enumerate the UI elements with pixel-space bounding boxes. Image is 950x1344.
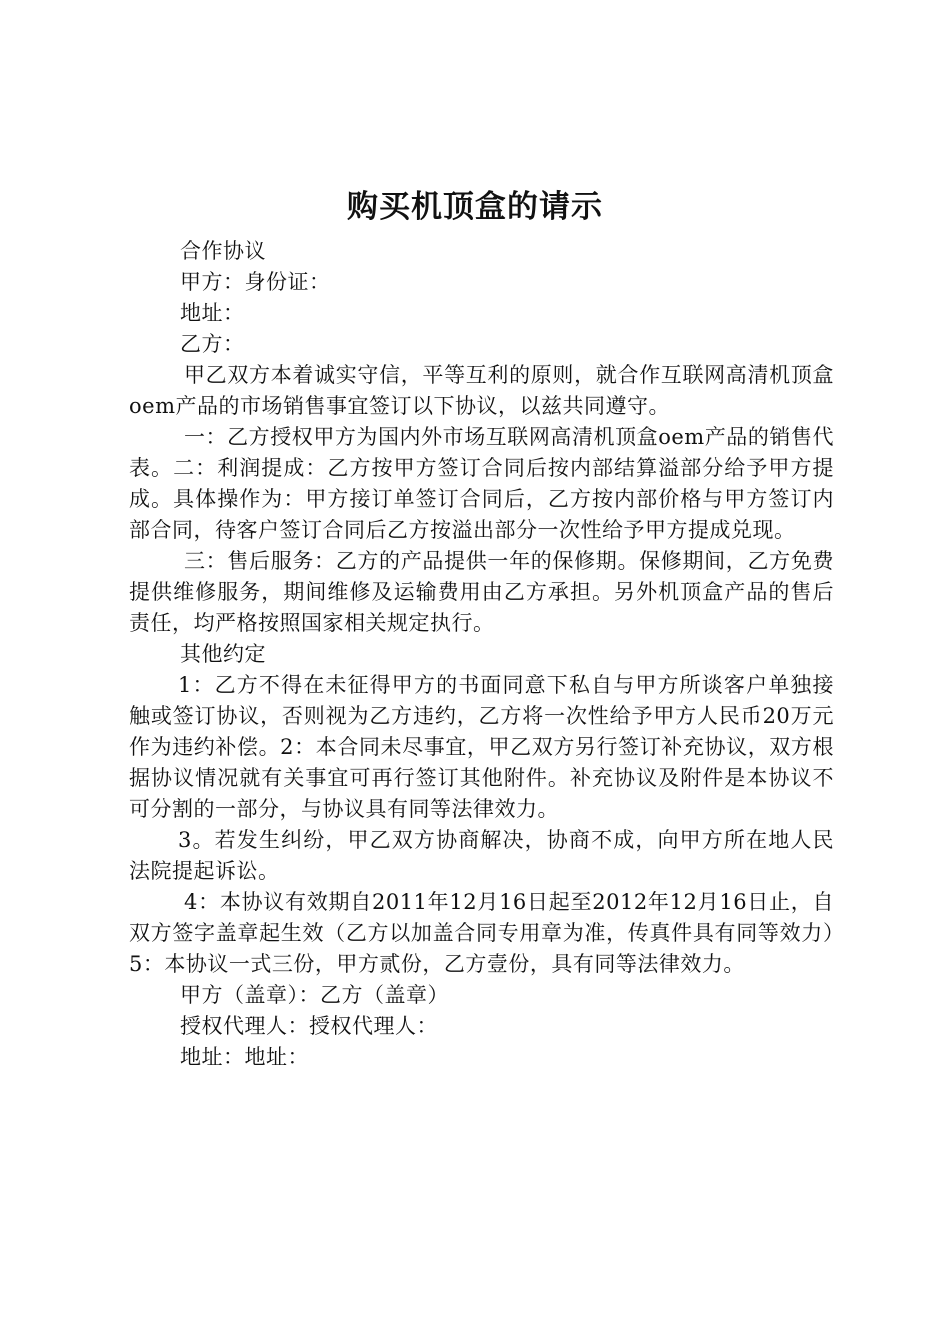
- paragraph-agent-line: 授权代理人：授权代理人：: [180, 1014, 438, 1038]
- document-title: 购买机顶盒的请示: [347, 189, 603, 225]
- paragraph-validity-period: 4：本协议有效期自2011年12月16日起至2012年12月16日止，自双方签字盖章起生效（乙方以加盖合同专用章为准，传真件具有同等效力）5：本协议一式三份，甲方贰份，乙方壹份，具有同等法律效力。: [129, 890, 834, 976]
- paragraph-agreement-heading: 合作协议: [180, 239, 266, 263]
- paragraph-clause-after-sales: 三：售后服务：乙方的产品提供一年的保修期。保修期间，乙方免费提供维修服务，期间维修及运输费用由乙方承担。另外机顶盒产品的售后责任，均严格按照国家相关规定执行。: [129, 549, 834, 635]
- paragraph-clause-authorization-profit: 一：乙方授权甲方为国内外市场互联网高清机顶盒oem产品的销售代表。二：利润提成：乙方按甲方签订合同后按内部结算溢部分给予甲方提成。具体操作为：甲方接订单签订合同后，乙方按内部价格与甲方签订内部合同，待客户签订合同后乙方按溢出部分一次性给予甲方提成兑现。: [129, 425, 834, 542]
- paragraph-dispute-resolution: 3。若发生纠纷，甲乙双方协商解决，协商不成，向甲方所在地人民法院提起诉讼。: [129, 828, 834, 883]
- paragraph-seal-line: 甲方（盖章）：乙方（盖章）: [180, 983, 449, 1007]
- paragraph-party-b: 乙方：: [180, 332, 245, 356]
- paragraph-party-a-id: 甲方：身份证：: [180, 270, 331, 294]
- paragraph-other-terms-1-2: 1：乙方不得在未征得甲方的书面同意下私自与甲方所谈客户单独接触或签订协议，否则视为乙方违约，乙方将一次性给予甲方人民币20万元作为违约补偿。2：本合同未尽事宜，甲乙双方另行签订补充协议，双方根据协议情况就有关事宜可再行签订其他附件。补充协议及附件是本协议不可分割的一部分，与协议具有同等法律效力。: [129, 673, 834, 821]
- paragraph-other-terms-heading: 其他约定: [180, 642, 266, 666]
- paragraph-address: 地址：: [180, 301, 245, 325]
- paragraph-preamble: 甲乙双方本着诚实守信，平等互利的原则，就合作互联网高清机顶盒oem产品的市场销售事宜签订以下协议，以兹共同遵守。: [129, 363, 834, 418]
- document-body: [129, 236, 834, 1073]
- paragraph-address-line: 地址：地址：: [180, 1045, 309, 1069]
